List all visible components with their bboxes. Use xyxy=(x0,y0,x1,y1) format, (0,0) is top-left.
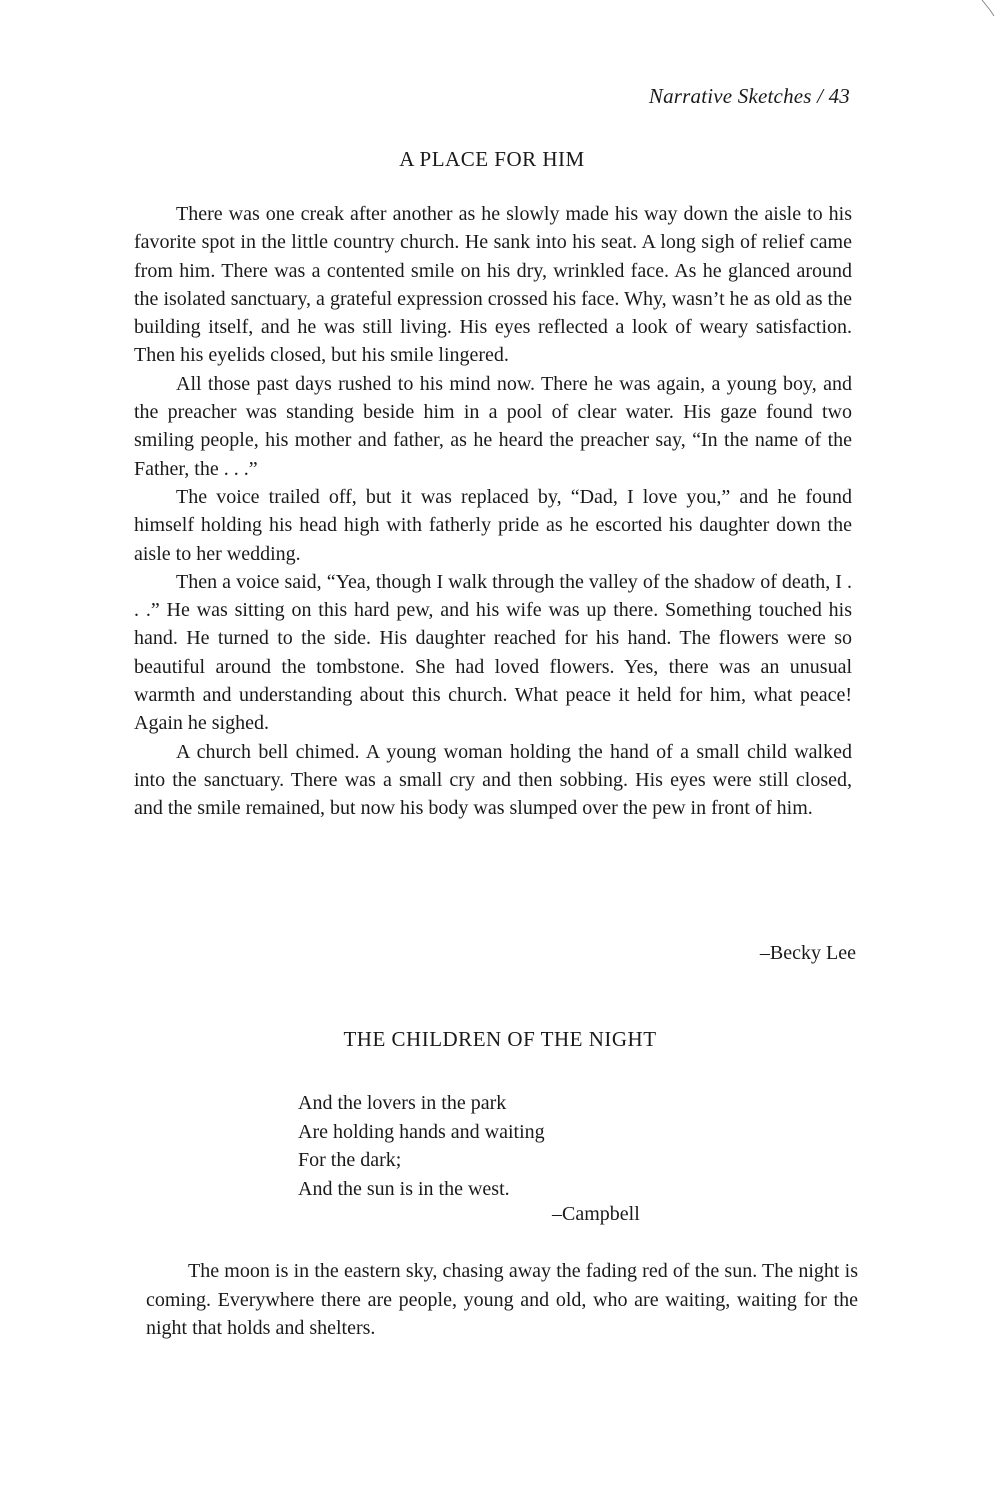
second-piece-title: THE CHILDREN OF THE NIGHT xyxy=(343,1027,657,1051)
poem-line: And the sun is in the west. xyxy=(298,1177,510,1200)
story-paragraph: There was one creak after another as he slowly made his way down the aisle to his favorite spot in the little country church. He sank into his seat. A long sigh of relief came from him. There was a contented smile on his dry, wrinkled face. As he glanced around the isolated sanctuary, a grateful expression crossed his face. Why, wasn’t he as old as the building itself, and he was still living. His eyes reflected a look of weary satisfaction. Then his eyelids closed, but his smile lingered. xyxy=(134,203,852,367)
story-title: A PLACE FOR HIM xyxy=(399,147,585,171)
second-piece-paragraph: The moon is in the eastern sky, chasing away the fading red of the sun. The night is coming. Everywhere there are people, young and old, who are waiting, waiting for the night that holds and shelters. xyxy=(146,1260,858,1339)
second-piece-body xyxy=(146,1257,858,1343)
epigraph-poem xyxy=(298,1089,545,1203)
story-paragraph: Then a voice said, “Yea, though I walk through the valley of the shadow of death, I . . .” He was sitting on this hard pew, and his wife was up there. Something touched his hand. He turned to the side. His daughter reached for his hand. The flowers were so beautiful around the tombstone. She had loved flowers. Yes, there was an unusual warmth and understanding about this church. What peace it held for him, what peace! Again he sighed. xyxy=(134,570,852,735)
story-paragraph: The voice trailed off, but it was replaced by, “Dad, I love you,” and he found himself holding his head high with fatherly pride as he escorted his daughter down the aisle to her wedding. xyxy=(134,485,852,565)
poem-line: And the lovers in the park xyxy=(298,1092,507,1114)
story-paragraph: A church bell chimed. A young woman holding the hand of a small child walked into the sanctuary. There was a small cry and then sobbing. His eyes were still closed, and the smile remained, but now his body was slumped over the pew in front of him. xyxy=(134,740,852,820)
poem-line: Are holding hands and waiting xyxy=(298,1120,545,1143)
story-author: –Becky Lee xyxy=(759,942,856,964)
story-body xyxy=(134,200,852,823)
running-head: Narrative Sketches / 43 xyxy=(648,84,850,108)
epigraph-attribution: –Campbell xyxy=(552,1203,640,1225)
story-paragraph: All those past days rushed to his mind now. There he was again, a young boy, and the preacher was standing beside him in a pool of clear water. His gaze found two smiling people, his mother and father, as he heard the preacher say, “In the name of the Father, the . . .” xyxy=(134,372,852,480)
poem-line: For the dark; xyxy=(298,1149,402,1171)
corner-scan-mark xyxy=(980,0,1000,24)
